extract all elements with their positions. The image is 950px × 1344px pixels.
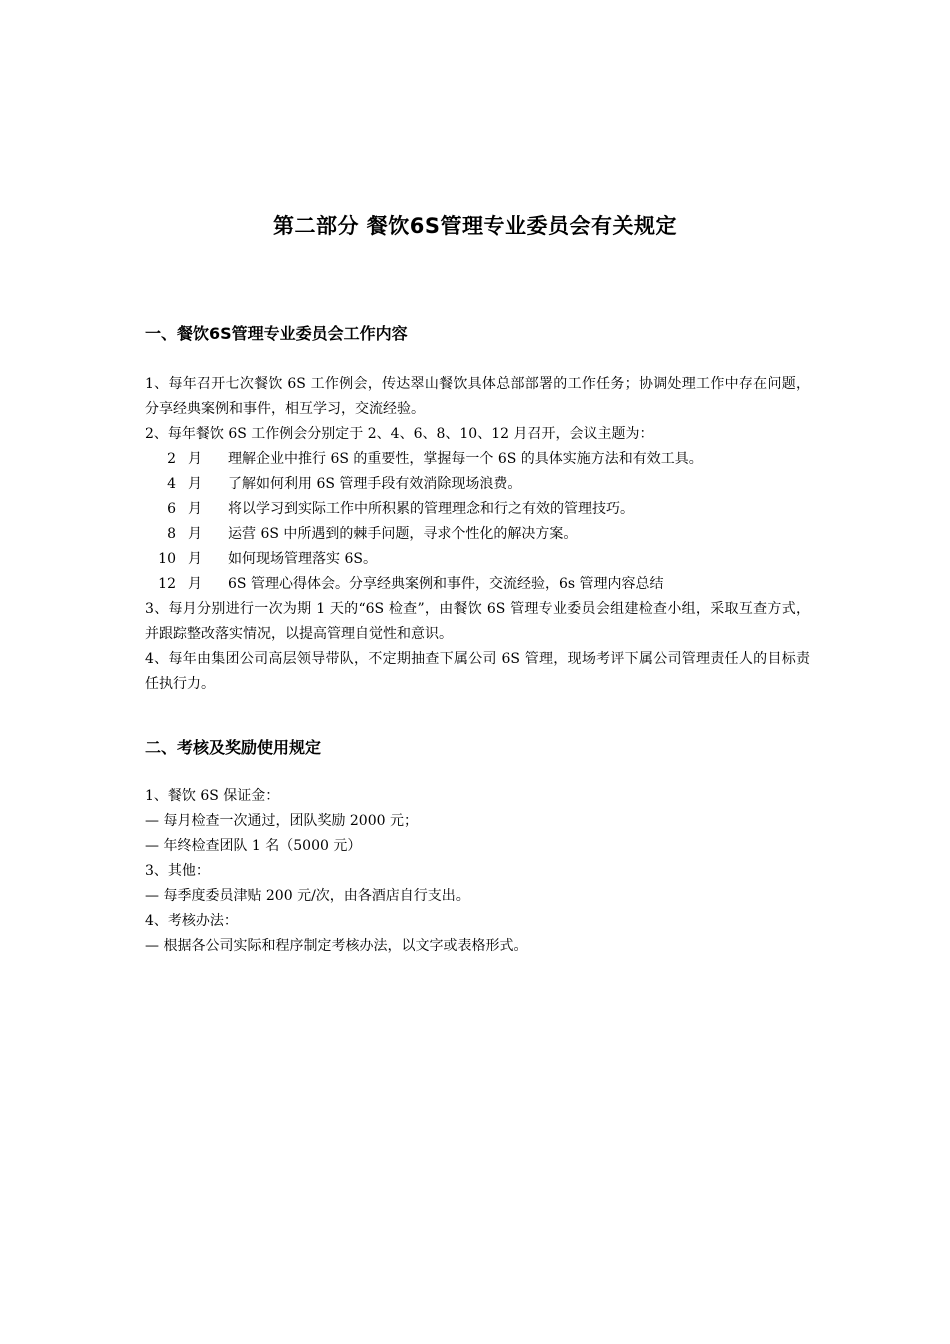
work-item-4: 4、每年由集团公司高层领导带队，不定期抽查下属公司 6S 管理，现场考评下属公司管理责任人的目标责任执行力。	[145, 651, 810, 692]
month-topic: 理解企业中推行 6S 的重要性，掌握每一个 6S 的具体实施方法和有效工具。	[228, 451, 703, 467]
month-topic: 6S 管理心得体会。分享经典案例和事件，交流经验，6s 管理内容总结	[228, 576, 664, 592]
section-heading-assessment-rewards: 二、考核及奖励使用规定	[145, 738, 322, 757]
month-topic: 运营 6S 中所遇到的棘手问题，寻求个性化的解决方案。	[228, 526, 578, 542]
assessment-method-line: — 根据各公司实际和程序制定考核办法，以文字或表格形式。	[145, 938, 528, 954]
work-item-1: 1、每年召开七次餐饮 6S 工作例会，传达翠山餐饮具体总部部署的工作任务；协调处理工作中存在问题，分享经典案例和事件，相互学习，交流经验。	[145, 376, 810, 417]
annual-reward-line: — 年终检查团队 1 名（5000 元）	[145, 838, 362, 854]
section-assessment-rewards-body	[145, 784, 810, 959]
month-topic: 如何现场管理落实 6S。	[228, 551, 377, 567]
deposit-heading: 1、餐饮 6S 保证金：	[145, 788, 280, 804]
month-number: 8	[167, 526, 176, 542]
other-heading: 3、其他：	[145, 863, 210, 879]
meeting-month-row	[145, 547, 810, 572]
month-unit: 月	[188, 501, 202, 517]
month-unit: 月	[188, 576, 202, 592]
meeting-month-row	[145, 572, 810, 597]
month-topic: 了解如何利用 6S 管理手段有效消除现场浪费。	[228, 476, 522, 492]
work-item-2: 2、每年餐饮 6S 工作例会分别定于 2、4、6、8、10、12 月召开，会议主题为：	[145, 426, 654, 442]
assessment-method-heading: 4、考核办法：	[145, 913, 238, 929]
meeting-month-row	[145, 497, 810, 522]
month-unit: 月	[188, 526, 202, 542]
monthly-reward-line: — 每月检查一次通过，团队奖励 2000 元；	[145, 813, 418, 829]
month-number: 10	[158, 551, 176, 567]
month-number: 4	[167, 476, 176, 492]
month-unit: 月	[188, 451, 202, 467]
month-unit: 月	[188, 476, 202, 492]
month-unit: 月	[188, 551, 202, 567]
page-title: 第二部分 餐饮6S管理专业委员会有关规定	[272, 214, 678, 238]
month-number: 12	[158, 576, 176, 592]
section-heading-work-content: 一、餐饮6S管理专业委员会工作内容	[145, 324, 408, 343]
month-number: 6	[167, 501, 176, 517]
allowance-line: — 每季度委员津贴 200 元/次，由各酒店自行支出。	[145, 888, 470, 904]
meeting-month-row	[145, 522, 810, 547]
month-topic: 将以学习到实际工作中所积累的管理理念和行之有效的管理技巧。	[228, 501, 634, 517]
month-number: 2	[167, 451, 176, 467]
section-work-content-body	[145, 372, 810, 697]
meeting-month-row	[145, 472, 810, 497]
meeting-month-row	[145, 447, 810, 472]
work-item-3: 3、每月分别进行一次为期 1 天的“6S 检查”，由餐饮 6S 管理专业委员会组建检查小组，采取互查方式，并跟踪整改落实情况，以提高管理自觉性和意识。	[145, 601, 810, 642]
